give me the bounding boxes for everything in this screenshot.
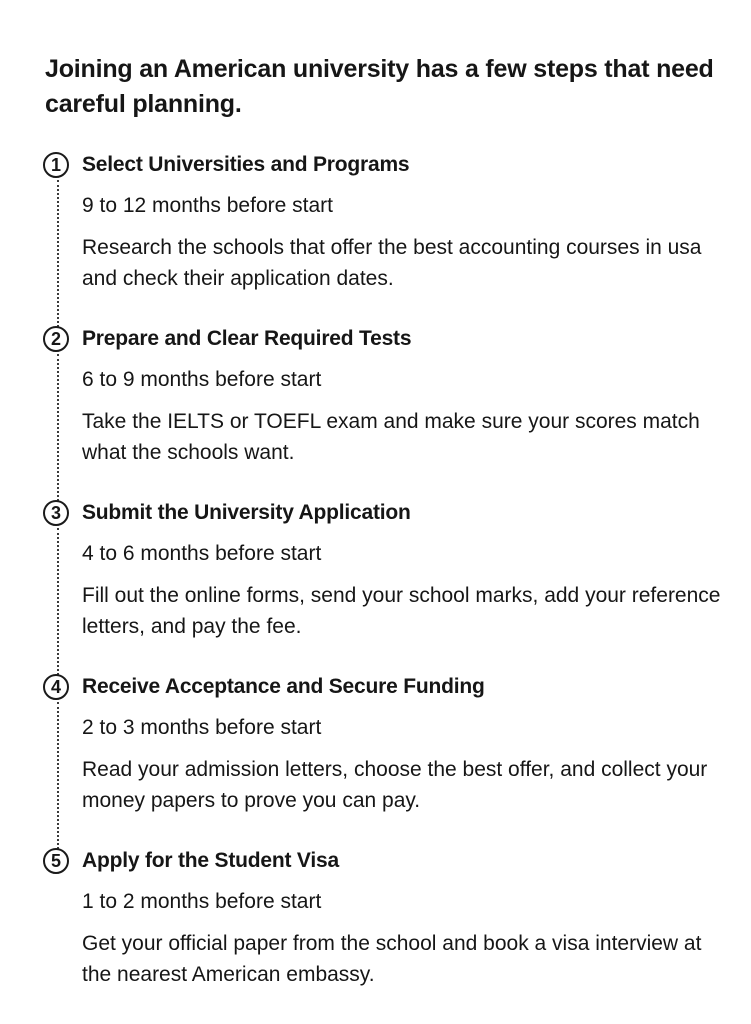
timeline-connector: [57, 354, 59, 501]
step-title: Apply for the Student Visa: [82, 849, 339, 872]
timeline-connector: [57, 702, 59, 849]
step-description: Take the IELTS or TOEFL exam and make sure your scores match what the schools want.: [82, 410, 700, 464]
step-timing: 9 to 12 months before start: [82, 194, 333, 217]
step-timing: 2 to 3 months before start: [82, 716, 322, 739]
step-number-badge: 3: [43, 500, 69, 526]
step-description: Read your admission letters, choose the best offer, and collect your money papers to prove you can pay.: [82, 758, 708, 812]
step-number-badge: 1: [43, 152, 69, 178]
step-title: Receive Acceptance and Secure Funding: [82, 675, 485, 698]
intro-heading: Joining an American university has a few steps that need careful planning.: [45, 55, 714, 118]
step-description: Fill out the online forms, send your school marks, add your reference letters, and pay the fee.: [82, 584, 721, 638]
step-description: Get your official paper from the school and book a visa interview at the nearest American embassy.: [82, 932, 702, 986]
step-timing: 6 to 9 months before start: [82, 368, 322, 391]
step-number-badge: 5: [43, 848, 69, 874]
step-timing: 1 to 2 months before start: [82, 890, 322, 913]
step-number-badge: 2: [43, 326, 69, 352]
step-timing: 4 to 6 months before start: [82, 542, 322, 565]
step-title: Submit the University Application: [82, 501, 411, 524]
step-number-badge: 4: [43, 674, 69, 700]
step-title: Select Universities and Programs: [82, 153, 410, 176]
step-title: Prepare and Clear Required Tests: [82, 327, 412, 350]
timeline-connector: [57, 528, 59, 675]
timeline-connector: [57, 180, 59, 327]
step-description: Research the schools that offer the best accounting courses in usa and check their application dates.: [82, 236, 702, 290]
